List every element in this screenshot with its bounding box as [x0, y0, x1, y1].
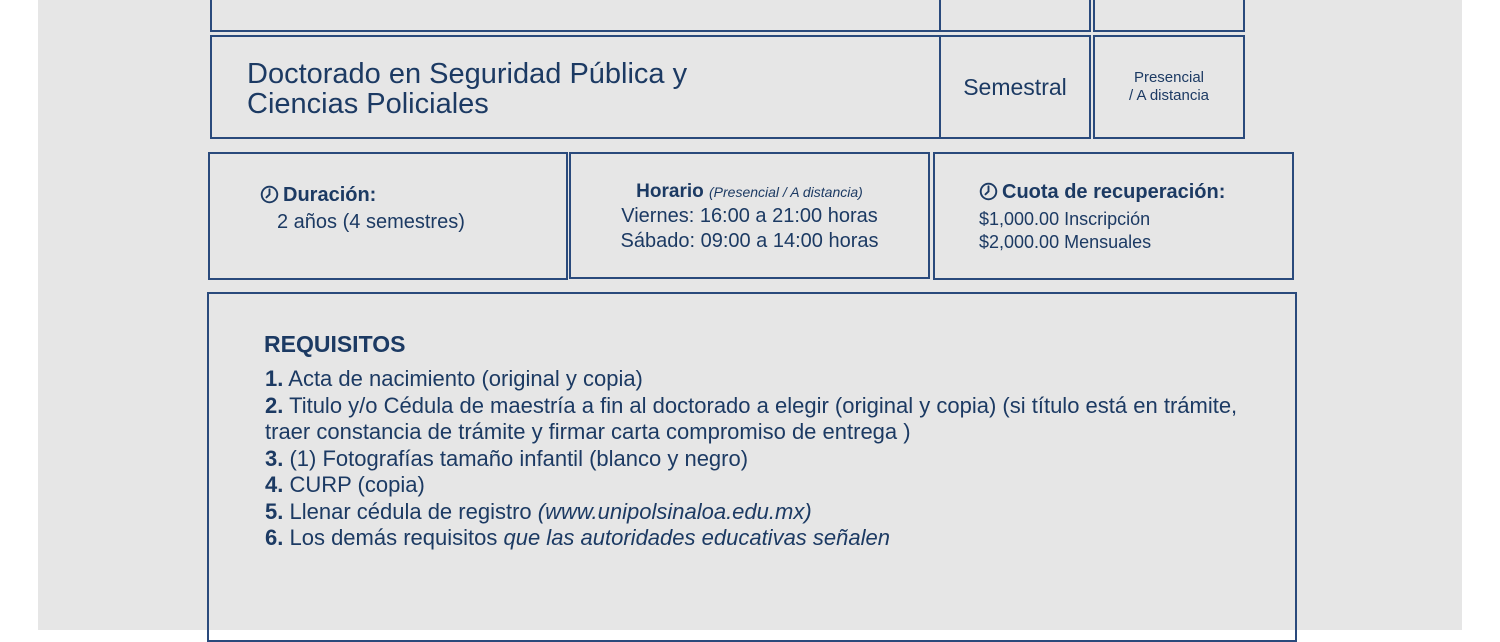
duration-cell	[208, 152, 568, 280]
requirement-item	[265, 472, 1245, 499]
requirement-text: Llenar cédula de registro	[289, 498, 538, 524]
duration-value: 2 años (4 semestres)	[277, 211, 465, 233]
requirement-text-italic: (www.unipolsinaloa.edu.mx)	[537, 498, 812, 524]
program-title-line1: Doctorado en Seguridad Pública y	[247, 58, 688, 90]
requirement-item	[265, 366, 1245, 393]
clock-icon	[979, 182, 998, 201]
schedule-block	[571, 180, 928, 254]
schedule-sublabel: (Presencial / A distancia)	[709, 184, 863, 200]
requirements-title: REQUISITOS	[264, 331, 406, 357]
requirement-text: (1) Fotografías tamaño infantil (blanco y negro)	[289, 445, 749, 471]
program-mode-cell	[1093, 35, 1245, 139]
requirement-number: 2.	[265, 392, 284, 418]
requirement-number: 6.	[265, 525, 284, 550]
schedule-line-friday: Viernes: 16:00 a 21:00 horas	[621, 205, 878, 227]
schedule-label: Horario	[636, 181, 704, 202]
requirement-text-italic: que las autoridades educativas señalen	[503, 525, 890, 550]
fee-cell	[933, 152, 1294, 280]
previous-mode-cell	[1093, 0, 1245, 32]
program-name-cell	[210, 35, 941, 139]
duration-heading	[260, 184, 376, 207]
program-title-line2: Ciencias Policiales	[247, 88, 489, 120]
program-mode-line1: Presencial	[1133, 69, 1205, 86]
requirement-item	[265, 525, 1245, 552]
requirement-text: Titulo y/o Cédula de maestría a fin al doctorado a elegir (original y copia) (si título está en trámite, traer constancia de trámite y firmar carta compromiso de entrega )	[265, 392, 1238, 444]
clock-icon	[260, 185, 279, 204]
requirement-text: Los demás requisitos	[289, 525, 504, 550]
fee-line-enrollment: $1,000.00 Inscripción	[979, 209, 1151, 229]
previous-program-cell	[210, 0, 941, 32]
program-period-cell	[939, 35, 1091, 139]
schedule-heading	[571, 180, 928, 204]
schedule-cell	[569, 152, 930, 279]
requirement-number: 3.	[265, 445, 284, 471]
requirement-item	[265, 499, 1245, 526]
previous-period-cell	[939, 0, 1091, 32]
requirement-number: 4.	[265, 472, 284, 497]
requirement-number: 5.	[265, 498, 284, 524]
program-period: Semestral	[963, 73, 1067, 100]
requirement-text: Acta de nacimiento (original y copia)	[288, 366, 643, 391]
requirement-text: CURP (copia)	[289, 472, 425, 497]
fee-heading	[979, 181, 1225, 204]
requirements-cell	[207, 292, 1297, 642]
duration-label: Duración:	[283, 184, 377, 206]
program-mode	[1129, 69, 1209, 105]
fee-lines	[979, 208, 1151, 254]
fee-label: Cuota de recuperación:	[1002, 181, 1226, 203]
requirement-item	[265, 446, 1245, 473]
program-mode-line2: / A distancia	[1128, 87, 1210, 104]
requirement-number: 1.	[265, 366, 284, 391]
requirement-item	[265, 393, 1245, 446]
program-title	[247, 59, 807, 119]
schedule-line-saturday: Sábado: 09:00 a 14:00 horas	[620, 230, 879, 252]
fee-line-monthly: $2,000.00 Mensuales	[979, 232, 1152, 252]
requirements-list	[265, 366, 1245, 552]
